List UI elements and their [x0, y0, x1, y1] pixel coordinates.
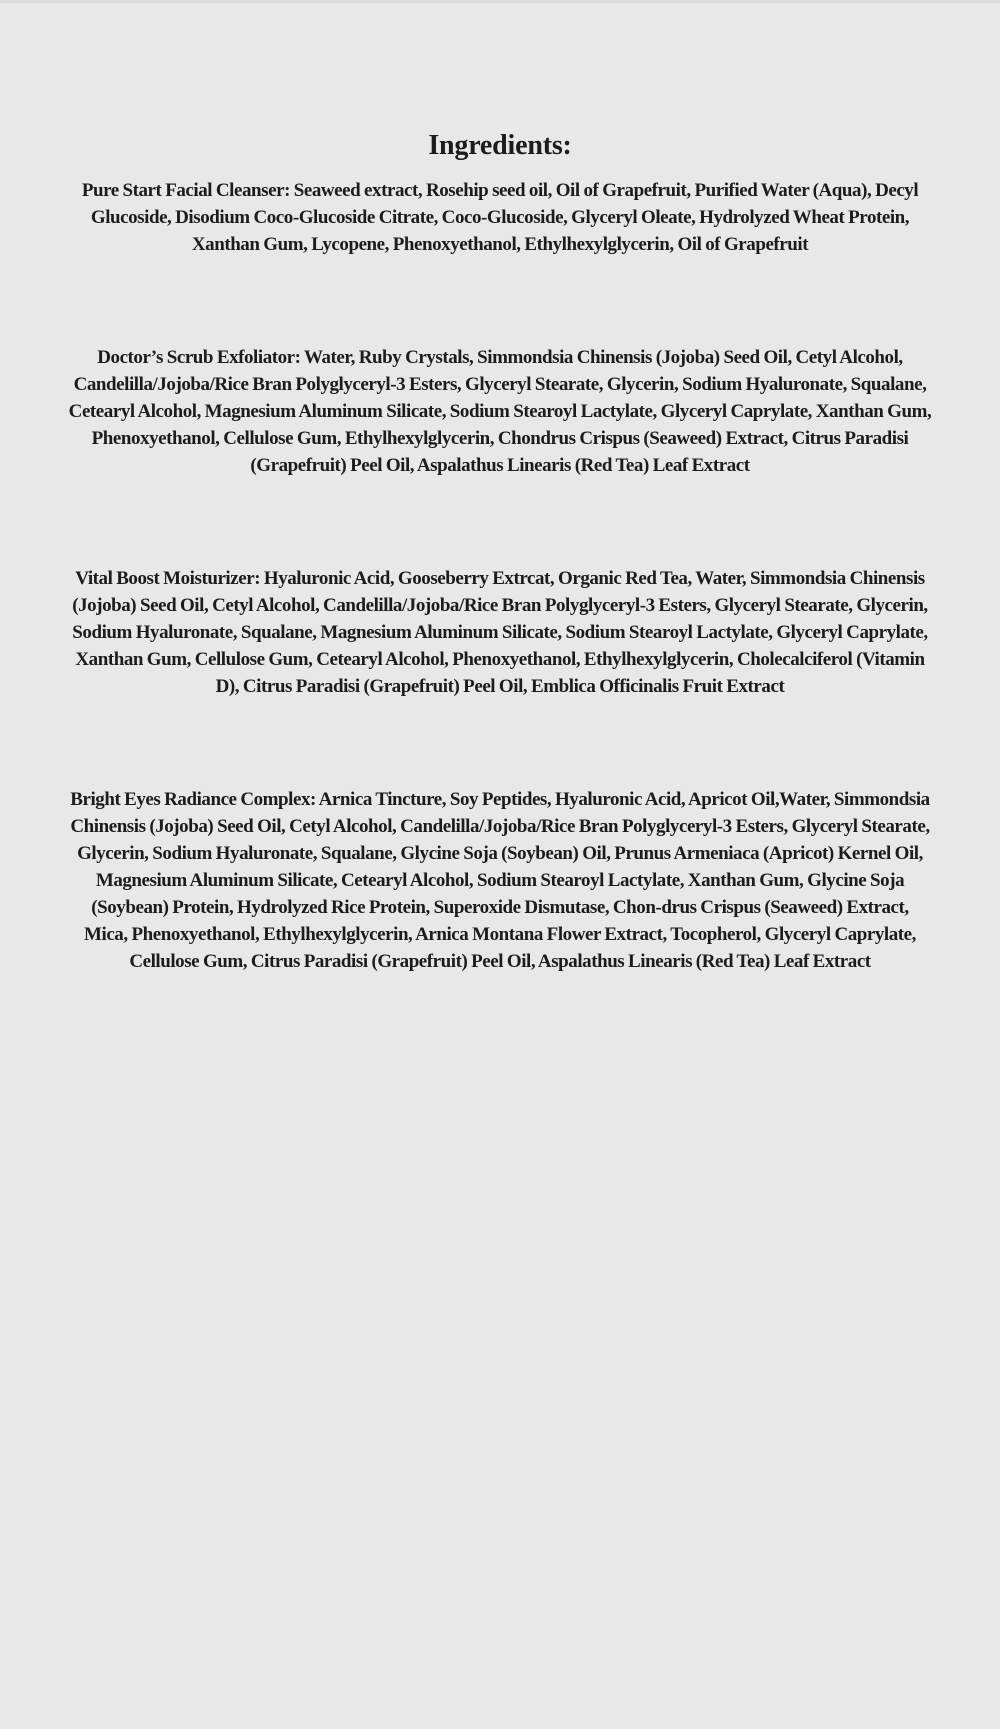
ingredients-paragraph-doctors-scrub-exfoliator: Doctor’s Scrub Exfoliator: Water, Ruby Crystals, Simmondsia Chinensis (Jojoba) Seed Oil, Cetyl Alcohol, Candelilla/Jojoba/Rice Bran Polyglyceryl-3 Esters, Glyceryl Stearate, Glycerin, Sodium Hyaluronate, Squalane, Cetearyl Alcohol, Magnesium Aluminum Silicate, Sodium Stearoyl Lactylate, Glyceryl Caprylate, Xanthan Gum, Phenoxyethanol, Cellulose Gum, Ethylhexylglycerin, Chondrus Crispus (Seaweed) Extract, Citrus Paradisi (Grapefruit) Peel Oil, Aspalathus Linearis (Red Tea) Leaf Extract [68, 347, 932, 476]
ingredients-paragraph-pure-start-facial-cleanser: Pure Start Facial Cleanser: Seaweed extract, Rosehip seed oil, Oil of Grapefruit, Purified Water (Aqua), Decyl Glucoside, Disodium Coco-Glucoside Citrate, Coco-Glucoside, Glyceryl Oleate, Hydrolyzed Wheat Protein, Xanthan Gum, Lycopene, Phenoxyethanol, Ethylhexylglycerin, Oil of Grapefruit [81, 180, 919, 255]
ingredients-paragraph-vital-boost-moisturizer: Vital Boost Moisturizer: Hyaluronic Acid, Gooseberry Extrcat, Organic Red Tea, Water, Simmondsia Chinensis (Jojoba) Seed Oil, Cetyl Alcohol, Candelilla/Jojoba/Rice Bran Polyglyceryl-3 Esters, Glyceryl Stearate, Glycerin, Sodium Hyaluronate, Squalane, Magnesium Aluminum Silicate, Sodium Stearoyl Lactylate, Glyceryl Caprylate, Xanthan Gum, Cellulose Gum, Cetearyl Alcohol, Phenoxyethanol, Ethylhexylglycerin, Cholecalciferol (Vitamin D), Citrus Paradisi (Grapefruit) Peel Oil, Emblica Officinalis Fruit Extract [72, 568, 928, 697]
ingredients-title: Ingredients: [428, 130, 572, 161]
ingredients-paragraph-bright-eyes-radiance-complex: Bright Eyes Radiance Complex: Arnica Tincture, Soy Peptides, Hyaluronic Acid, Apricot Oil,Water, Simmondsia Chinensis (Jojoba) Seed Oil, Cetyl Alcohol, Candelilla/Jojoba/Rice Bran Polyglyceryl-3 Esters, Glyceryl Stearate, Glycerin, Sodium Hyaluronate, Squalane, Glycine Soja (Soybean) Oil, Prunus Armeniaca (Apricot) Kernel Oil, Magnesium Aluminum Silicate, Cetearyl Alcohol, Sodium Stearoyl Lactylate, Xanthan Gum, Glycine Soja (Soybean) Protein, Hydrolyzed Rice Protein, Superoxide Dismutase, Chon-drus Crispus (Seaweed) Extract, Mica, Phenoxyethanol, Ethylhexylglycerin, Arnica Montana Flower Extract, Tocopherol, Glyceryl Caprylate, Cellulose Gum, Citrus Paradisi (Grapefruit) Peel Oil, Aspalathus Linearis (Red Tea) Leaf Extract [70, 789, 930, 972]
page-top-edge [0, 0, 1000, 3]
ingredients-panel [68, 0, 932, 975]
